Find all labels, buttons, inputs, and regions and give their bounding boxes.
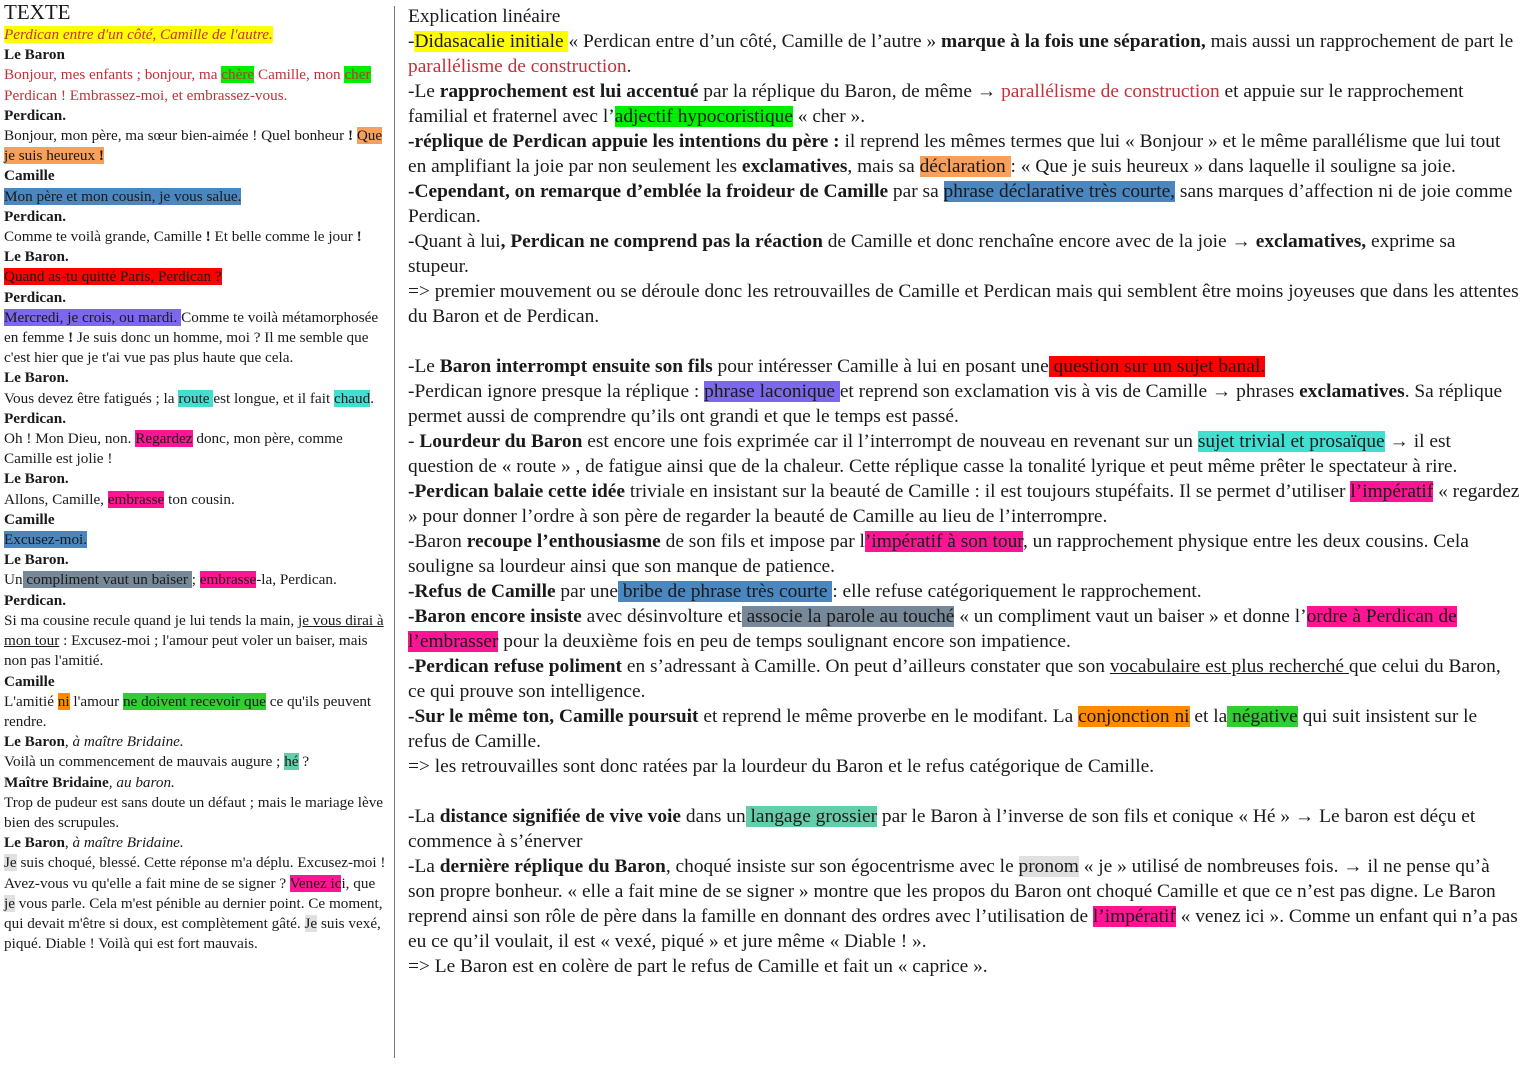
text-segment: Baron interrompt ensuite son fils xyxy=(439,356,713,377)
dialogue-line xyxy=(4,692,386,732)
highlighted-phrase: adjectif hypocoristique xyxy=(614,106,793,127)
dialogue-line xyxy=(4,570,386,590)
analysis-paragraph xyxy=(408,479,1520,529)
text-segment: triviale en insistant sur la beauté de Camille : il est toujours stupéfaits. Il se permet d’utiliser xyxy=(625,481,1351,502)
text-segment: -Baron encore insiste xyxy=(408,606,582,627)
text-segment: et appuie sur le rapprochement familial et fraternel avec l’ xyxy=(408,81,1464,127)
speaker-label: Camille xyxy=(4,510,55,528)
text-segment: « regardez » pour donner l’ordre à son père de regarder la beauté de Camille au lieu de l’interrompre. xyxy=(408,481,1520,527)
paragraph-gap xyxy=(408,779,1520,804)
dialogue-line xyxy=(4,611,386,672)
highlighted-phrase: ’impératif à son tour xyxy=(864,531,1023,552)
analysis-paragraph xyxy=(408,29,1520,79)
highlighted-phrase: sujet trivial et prosaïque xyxy=(1197,431,1385,452)
text-segment: et reprend le même proverbe en le modifant. La xyxy=(698,706,1079,727)
speaker-name xyxy=(4,207,386,227)
text-segment: sans marques d’affection ni de joie comme Perdican. xyxy=(408,181,1513,227)
highlighted-phrase: Que je suis heureux xyxy=(4,127,383,165)
text-segment: -Refus de Camille xyxy=(408,581,556,602)
text-segment: Si ma cousine recule quand je lui tends la main, xyxy=(4,611,298,629)
text-segment: recoupe l’enthousiasme xyxy=(466,531,661,552)
highlighted-phrase: Regardez xyxy=(135,430,193,448)
column-divider xyxy=(394,6,395,1058)
text-segment: ! xyxy=(356,228,362,246)
speaker-name xyxy=(4,106,386,126)
speaker-name xyxy=(4,550,386,570)
dialogue-line xyxy=(4,429,386,469)
speaker-name xyxy=(4,247,386,267)
highlighted-phrase: cher xyxy=(344,66,371,84)
stage-direction: Perdican entre d'un côté, Camille de l'autre. xyxy=(4,26,273,43)
highlighted-phrase: ordre à Perdican de l’embrasser xyxy=(408,606,1457,652)
text-title: TEXTE xyxy=(4,0,71,24)
stage-aside: à maître Bridaine. xyxy=(72,733,184,751)
stage-aside: à maître Bridaine. xyxy=(72,834,184,852)
text-segment: pour intéresser Camille à lui en posant une xyxy=(712,356,1049,377)
text-segment: « un compliment vaut un baiser » et donne l’ xyxy=(954,606,1307,627)
analysis-paragraph xyxy=(408,654,1520,704)
highlighted-phrase: l’impératif xyxy=(1092,906,1176,927)
text-segment: Un xyxy=(4,571,23,589)
text-segment: => Le Baron est en colère de part le refus de Camille et fait un « caprice ». xyxy=(408,956,988,977)
text-segment: -Quant à lui xyxy=(408,231,501,252)
dialogue-line xyxy=(4,65,386,105)
highlighted-phrase: embrasse xyxy=(107,490,165,508)
dialogue-line xyxy=(4,752,386,772)
text-segment: parallélisme de construction xyxy=(408,56,627,77)
speaker-name xyxy=(4,288,386,308)
text-segment: Camille, mon xyxy=(254,66,345,84)
text-segment: , mais sa xyxy=(847,156,920,177)
dialogue-line xyxy=(4,490,386,510)
text-segment: => les retrouvailles sont donc ratées par la lourdeur du Baron et le refus catégorique de Camille. xyxy=(408,756,1155,777)
speaker-name xyxy=(4,672,386,692)
speaker-label: Maître Bridaine xyxy=(4,773,109,791)
speaker-label: Le Baron xyxy=(4,834,65,852)
text-segment: - xyxy=(408,431,420,452)
speaker-label: Le Baron. xyxy=(4,470,69,488)
text-segment: pour la deuxième fois en peu de temps soulignant encore son impatience. xyxy=(498,631,1071,652)
speaker-name xyxy=(4,773,386,793)
analysis-paragraph xyxy=(408,429,1520,479)
text-segment: -la, Perdican. xyxy=(256,571,337,589)
speaker-label: Perdican. xyxy=(4,288,67,306)
text-segment: ton cousin. xyxy=(164,490,235,508)
speaker-name xyxy=(4,166,386,186)
dialogue-line xyxy=(4,853,386,954)
highlighted-phrase: compliment vaut un baiser xyxy=(22,571,192,589)
analysis-paragraph xyxy=(408,379,1520,429)
text-segment: que celui du Baron, ce qui prouve son intelligence. xyxy=(408,656,1501,702)
text-segment: est encore une fois exprimée car il l’interrompt de nouveau en revenant sur un xyxy=(582,431,1198,452)
text-segment: -Perdican balaie cette idée xyxy=(408,481,625,502)
stage-aside: au baron. xyxy=(116,773,175,791)
dialogue-lines xyxy=(4,45,386,954)
highlighted-phrase: embrasse xyxy=(199,571,257,589)
highlighted-phrase: Quand as-tu quitté Paris, Perdican ? xyxy=(4,268,222,286)
text-segment: vocabulaire est plus recherché xyxy=(1109,656,1349,677)
text-segment: -Cependant, on remarque d’emblée la froideur de Camille xyxy=(408,181,889,202)
text-segment: par une xyxy=(555,581,619,602)
text-segment: , xyxy=(64,834,73,852)
text-segment: avec désinvolture et xyxy=(581,606,742,627)
analysis-paragraph xyxy=(408,579,1520,604)
speaker-name xyxy=(4,591,386,611)
text-segment: je vous dirai à mon tour xyxy=(4,611,384,650)
analysis-panel xyxy=(408,4,1520,979)
text-segment: vous parle. Cela m'est pénible au dernier point. Ce moment, qui devait m'être si doux, est complètement gâté. xyxy=(4,894,383,932)
highlighted-phrase: Mercredi, je crois, ou mardi. xyxy=(4,308,182,326)
text-segment: exclamatives, xyxy=(1255,231,1367,252)
highlighted-phrase: déclaration xyxy=(919,156,1011,177)
text-segment: Je suis donc un homme, moi ? Il me semble que c'est hier que je t'ai vue pas plus haute que cela. xyxy=(4,329,369,367)
highlighted-phrase: route xyxy=(178,389,214,407)
speaker-label: Le Baron xyxy=(4,733,65,751)
speaker-name xyxy=(4,368,386,388)
text-segment: -réplique de Perdican appuie les intentions du père : xyxy=(408,131,840,152)
speaker-name xyxy=(4,409,386,429)
text-segment: Allons, Camille, xyxy=(4,490,108,508)
dialogue-line xyxy=(4,308,386,369)
text-segment: L'amitié xyxy=(4,692,58,710)
text-segment: et la xyxy=(1189,706,1228,727)
highlighted-phrase: hé xyxy=(284,753,299,771)
highlighted-phrase: Excusez-moi. xyxy=(4,531,88,549)
text-segment: distance signifiée de vive voie xyxy=(439,806,682,827)
text-segment: , xyxy=(108,773,117,791)
text-segment: Bonjour, mes enfants ; bonjour, ma xyxy=(4,66,222,84)
text-segment: marque à la fois une séparation, xyxy=(941,31,1206,52)
text-segment: -Perdican ignore presque la réplique : xyxy=(408,381,705,402)
analysis-paragraph xyxy=(408,704,1520,754)
speaker-label: Le Baron. xyxy=(4,369,69,387)
text-segment: Comme te voilà grande, Camille xyxy=(4,228,206,246)
speaker-label: Perdican. xyxy=(4,409,67,427)
text-segment: Perdican ! Embrassez-moi, et embrassez-vous. xyxy=(4,86,288,104)
text-segment: Comme te voilà métamorphosée en femme xyxy=(4,308,379,347)
text-segment: Voilà un commencement de mauvais augure ; xyxy=(4,753,285,771)
speaker-label: Perdican. xyxy=(4,207,67,225)
text-segment: « venez ici ». Comme un enfant qui n’a pas eu ce qu’il voulait, il est « vexé, piqué » et jure même « Diable ! ». xyxy=(408,906,1518,952)
text-segment: rapprochement est lui accentué xyxy=(439,81,699,102)
analysis-paragraph xyxy=(408,279,1520,329)
dialogue-line xyxy=(4,126,386,166)
highlighted-phrase: l’impératif xyxy=(1350,481,1434,502)
text-segment: -Le xyxy=(408,81,440,102)
text-segment: Trop de pudeur est sans doute un défaut ; mais le mariage lève bien des scrupules. xyxy=(4,793,384,831)
text-segment: « cher ». xyxy=(792,106,866,127)
text-segment: de Camille et donc renchaîne encore avec de la joie → xyxy=(822,231,1256,252)
text-segment: et reprend son exclamation vis à vis de Camille → phrases xyxy=(839,381,1300,402)
text-segment: . xyxy=(626,56,632,77)
text-segment: exclamatives xyxy=(1299,381,1405,402)
dialogue-line xyxy=(4,187,386,207)
dialogue-line xyxy=(4,530,386,550)
dialogue-line xyxy=(4,267,386,287)
dialogue-line xyxy=(4,389,386,409)
speaker-label: Perdican. xyxy=(4,106,67,124)
speaker-name xyxy=(4,510,386,530)
analysis-paragraph xyxy=(408,179,1520,229)
text-segment: Vous devez être fatigués ; la xyxy=(4,389,179,407)
text-segment: : « Que je suis heureux » dans laquelle il souligne sa joie. xyxy=(1010,156,1456,177)
play-text-panel xyxy=(4,0,386,954)
analysis-paragraph xyxy=(408,804,1520,854)
text-segment: exclamatives xyxy=(741,156,848,177)
text-segment: Bonjour, mon père, ma sœur bien-aimée ! Quel bonheur xyxy=(4,127,348,145)
text-segment: ! xyxy=(205,228,211,246)
paragraph-gap xyxy=(408,329,1520,354)
highlighted-phrase: ! xyxy=(98,147,104,165)
text-segment: : elle refuse catégoriquement le rapprochement. xyxy=(832,581,1202,602)
highlighted-phrase: langage grossier xyxy=(745,806,878,827)
text-segment: . Sa réplique permet aussi de comprendre qu’ils ont grandi et que le temps est passé. xyxy=(408,381,1503,427)
text-segment: => premier mouvement ou se déroule donc les retrouvailles de Camille et Perdican mais qui semblent être moins joyeuses que dans les attentes du Baron et de Perdican. xyxy=(408,281,1519,327)
highlighted-phrase: phrase déclarative très courte, xyxy=(943,181,1176,202)
text-segment: Et belle comme le jour xyxy=(210,228,357,246)
text-segment: dernière réplique du Baron xyxy=(439,856,666,877)
text-segment: , un rapprochement physique entre les deux cousins. Cela souligne sa lourdeur ainsi que son manque de patience. xyxy=(408,531,1469,577)
analysis-paragraph xyxy=(408,79,1520,129)
highlighted-phrase: associe la parole au touché xyxy=(741,606,955,627)
text-segment: suis choqué, blessé. Cette réponse m'a déplu. Excusez-moi ! Avez-vous vu qu'elle a fait mine de se signer ? xyxy=(4,854,386,892)
text-segment: -La xyxy=(408,806,440,827)
text-segment: suis vexé, piqué. Diable ! Voilà qui est fort mauvais. xyxy=(4,914,381,953)
speaker-label: Le Baron. xyxy=(4,248,69,266)
text-segment: , Perdican ne comprend pas la réaction xyxy=(500,231,823,252)
text-segment: : Excusez-moi ; l'amour peut voler un baiser, mais non pas l'amitié. xyxy=(4,632,368,670)
text-segment: Lourdeur du Baron xyxy=(419,431,583,452)
highlighted-phrase: phrase laconique xyxy=(704,381,840,402)
text-segment: par le Baron à l’inverse de son fils et conique « Hé » → Le baron est déçu et commence à s’énerver xyxy=(408,806,1476,852)
highlighted-phrase: pronom xyxy=(1018,856,1079,877)
speaker-name xyxy=(4,45,386,65)
text-segment: ; xyxy=(191,571,200,589)
text-segment: -Sur le même ton, Camille poursuit xyxy=(408,706,699,727)
highlighted-phrase: Venez ic xyxy=(289,874,342,892)
speaker-label: Le Baron. xyxy=(4,551,69,569)
speaker-label: Camille xyxy=(4,672,55,690)
text-segment: en s’adressant à Camille. On peut d’ailleurs constater que son xyxy=(621,656,1110,677)
analysis-paragraph xyxy=(408,604,1520,654)
speaker-name xyxy=(4,732,386,752)
text-segment: ce qu'ils peuvent rendre. xyxy=(4,692,372,730)
highlighted-phrase: conjonction ni xyxy=(1078,706,1190,727)
text-segment: dans un xyxy=(681,806,746,827)
text-segment: ! xyxy=(68,329,74,347)
text-segment: -La xyxy=(408,856,440,877)
analysis-paragraph xyxy=(408,754,1520,779)
highlighted-phrase: chère xyxy=(221,66,255,84)
highlighted-phrase: je xyxy=(4,894,15,912)
text-segment: par sa xyxy=(888,181,944,202)
text-segment: exprime sa stupeur. xyxy=(408,231,1456,277)
highlighted-phrase: question sur un sujet banal. xyxy=(1048,356,1266,377)
text-segment: parallélisme de construction xyxy=(1001,81,1220,102)
text-segment: de son fils et impose par l xyxy=(660,531,865,552)
text-segment: . xyxy=(370,389,375,407)
dialogue-line xyxy=(4,793,386,833)
analysis-paragraph xyxy=(408,854,1520,954)
speaker-label: Perdican. xyxy=(4,591,67,609)
analysis-title: Explication linéaire xyxy=(408,6,561,27)
analysis-paragraph xyxy=(408,229,1520,279)
analysis-paragraphs xyxy=(408,29,1520,979)
analysis-paragraph xyxy=(408,129,1520,179)
text-segment: Oh ! Mon Dieu, non. xyxy=(4,430,136,448)
analysis-paragraph xyxy=(408,354,1520,379)
highlighted-phrase: chaud xyxy=(333,389,371,407)
text-segment: i, que xyxy=(341,874,376,892)
speaker-name xyxy=(4,833,386,853)
dialogue-line xyxy=(4,227,386,247)
highlighted-phrase: ne doivent recevoir que xyxy=(122,692,266,710)
text-segment: « Perdican entre d’un côté, Camille de l’autre » xyxy=(568,31,942,52)
text-segment: qui suit insistent sur le refus de Camille. xyxy=(408,706,1478,752)
text-segment: ? xyxy=(298,753,310,771)
highlighted-phrase: Didasacalie initiale xyxy=(414,31,569,52)
speaker-label: Le Baron xyxy=(4,46,65,64)
text-segment: par la réplique du Baron, de même → xyxy=(698,81,1002,102)
highlighted-phrase: ni xyxy=(57,692,70,710)
text-segment: il reprend les mêmes termes que lui « Bonjour » et le même parallélisme que lui tout en amplifiant la joie par non seulement les xyxy=(408,131,1501,177)
text-segment: -Perdican refuse poliment xyxy=(408,656,622,677)
highlighted-phrase: Je xyxy=(4,854,17,872)
text-segment: l'amour xyxy=(69,692,123,710)
highlighted-phrase: bribe de phrase très courte xyxy=(618,581,833,602)
text-segment: , xyxy=(64,733,73,751)
analysis-paragraph xyxy=(408,529,1520,579)
speaker-label: Camille xyxy=(4,167,55,185)
text-segment: -Baron xyxy=(408,531,467,552)
text-segment: → il est question de « route » , de fatigue ainsi que de la chaleur. Cette réplique casse la tonalité lyrique et peut même prêter le spectateur à rire. xyxy=(408,431,1458,477)
text-segment: ! xyxy=(347,127,354,145)
text-segment: mais aussi un rapprochement de part le xyxy=(1205,31,1514,52)
text-segment: « je » utilisé de nombreuses fois. → il ne pense qu’à son propre bonheur. « elle a fait mine de se signer » montre que les propos du Baron ont choqué Camille et que ce n’est pas digne. Le Baron reprend ainsi son rôle de père dans la famille en donnant des ordres avec l’utilisation de xyxy=(408,856,1496,927)
speaker-name xyxy=(4,469,386,489)
text-segment: , choqué insiste sur son égocentrisme avec le xyxy=(665,856,1019,877)
highlighted-phrase: négative xyxy=(1227,706,1298,727)
highlighted-phrase: Je xyxy=(304,914,318,932)
text-segment: donc, mon père, comme Camille est jolie ! xyxy=(4,430,343,468)
text-segment: est longue, et il fait xyxy=(213,389,334,407)
text-segment: -Le xyxy=(408,356,440,377)
highlighted-phrase: Mon père et mon cousin, je vous salue. xyxy=(4,187,242,205)
analysis-paragraph xyxy=(408,954,1520,979)
text-segment: - xyxy=(408,31,415,52)
